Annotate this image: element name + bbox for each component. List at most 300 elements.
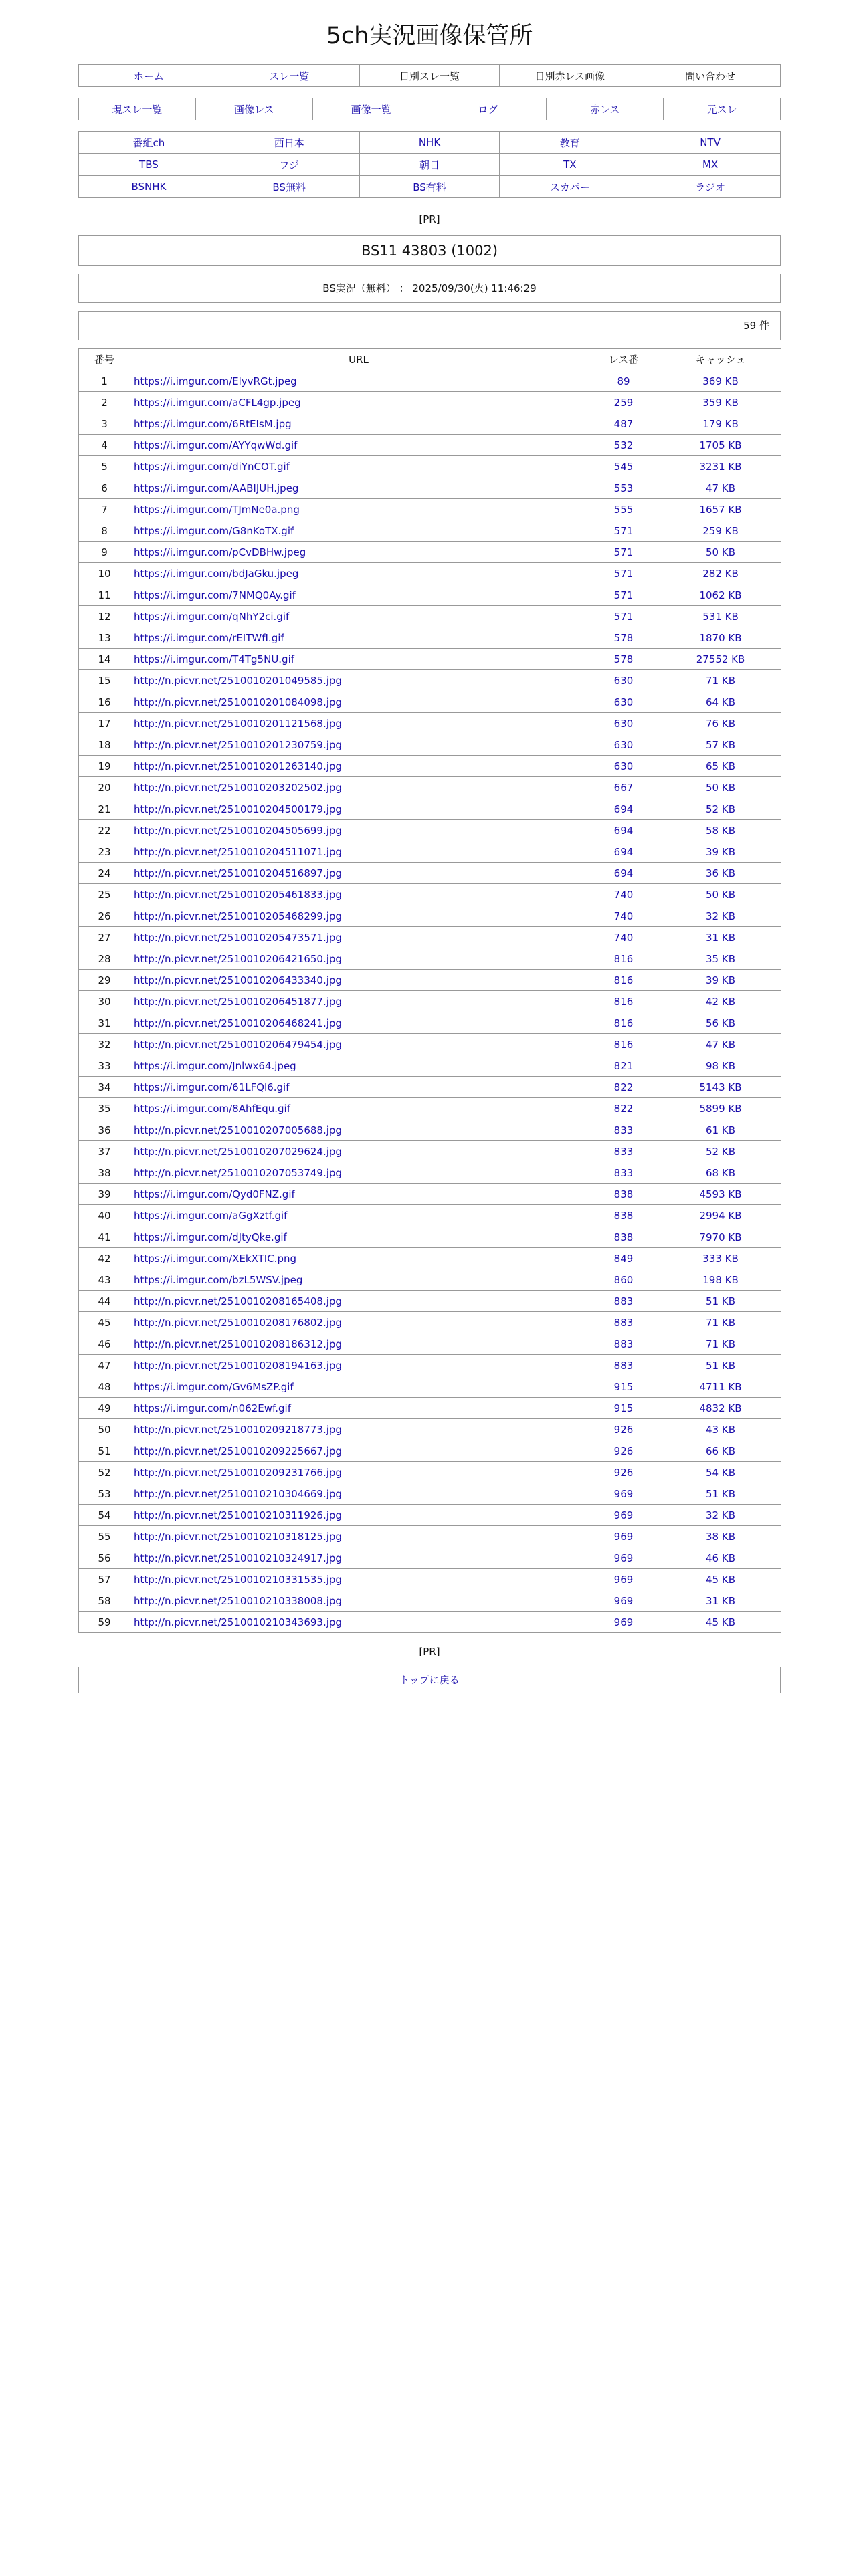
image-url-link[interactable]: http://n.picvr.net/2510010206468241.jpg bbox=[134, 1016, 342, 1029]
res-number-link[interactable]: 821 bbox=[613, 1059, 634, 1072]
image-url-link-cell bbox=[130, 1226, 587, 1248]
channel-link[interactable]: フジ bbox=[279, 158, 299, 171]
res-number-link[interactable]: 630 bbox=[613, 760, 634, 772]
image-url-link-cell bbox=[130, 1483, 587, 1505]
nav-2-cell bbox=[219, 65, 359, 87]
image-url-link-cell bbox=[130, 1462, 587, 1483]
image-url-link[interactable]: http://n.picvr.net/2510010208194163.jpg bbox=[134, 1359, 342, 1372]
nav-1-cell bbox=[79, 65, 219, 87]
cache-size-link[interactable]: 56 KB bbox=[706, 1016, 735, 1029]
res-number-link[interactable]: 969 bbox=[613, 1509, 634, 1521]
nav-5[interactable]: 問い合わせ bbox=[640, 65, 781, 87]
image-url-link[interactable]: http://n.picvr.net/2510010201084098.jpg bbox=[134, 695, 342, 708]
image-url-link-cell bbox=[130, 435, 587, 456]
cache-size-link[interactable]: 2994 KB bbox=[699, 1209, 742, 1222]
nav-2[interactable]: スレ一覧 bbox=[269, 70, 310, 82]
image-url-link[interactable]: http://n.picvr.net/2510010208186312.jpg bbox=[134, 1337, 342, 1350]
row-num: 44 bbox=[79, 1291, 130, 1312]
cache-size-link-cell bbox=[660, 1162, 781, 1184]
res-number-link[interactable]: 969 bbox=[613, 1594, 634, 1607]
image-url-link[interactable]: https://i.imgur.com/aGgXztf.gif bbox=[134, 1209, 288, 1222]
image-url-link[interactable]: http://n.picvr.net/2510010206451877.jpg bbox=[134, 995, 342, 1008]
channel-nav bbox=[78, 131, 781, 198]
cache-size-link[interactable]: 32 KB bbox=[706, 909, 735, 922]
cache-size-link[interactable]: 32 KB bbox=[706, 1509, 735, 1521]
cache-size-link[interactable]: 64 KB bbox=[706, 695, 735, 708]
cache-size-link[interactable]: 45 KB bbox=[706, 1573, 735, 1586]
row-num: 5 bbox=[79, 456, 130, 477]
image-url-link-cell bbox=[130, 499, 587, 520]
nav-3[interactable]: 日別スレ一覧 bbox=[359, 65, 500, 87]
channel-link[interactable]: NTV bbox=[700, 136, 721, 148]
res-number-link[interactable]: 833 bbox=[613, 1145, 634, 1158]
channel-row bbox=[79, 154, 781, 176]
cache-size-link-cell bbox=[660, 841, 781, 863]
channel-link[interactable]: 西日本 bbox=[274, 136, 304, 149]
res-number-link[interactable]: 883 bbox=[613, 1316, 634, 1329]
cache-size-link[interactable]: 76 KB bbox=[706, 717, 735, 730]
cache-size-link[interactable]: 369 KB bbox=[702, 374, 739, 387]
channel-link[interactable]: NHK bbox=[418, 136, 441, 148]
res-number-link[interactable]: 694 bbox=[613, 802, 634, 815]
cache-size-link[interactable]: 27552 KB bbox=[696, 653, 745, 665]
row-num: 18 bbox=[79, 734, 130, 756]
res-number-link[interactable]: 571 bbox=[613, 588, 634, 601]
cache-size-link[interactable]: 39 KB bbox=[706, 974, 735, 986]
cache-size-link[interactable]: 1657 KB bbox=[699, 503, 742, 516]
image-url-link[interactable]: http://n.picvr.net/2510010201121568.jpg bbox=[134, 717, 342, 730]
channel-link[interactable]: BS有料 bbox=[413, 181, 446, 193]
thread-nav-5[interactable]: 赤レス bbox=[589, 103, 620, 116]
cache-size-link-cell bbox=[660, 884, 781, 905]
res-number-link[interactable]: 838 bbox=[613, 1188, 634, 1200]
image-url-link[interactable]: http://n.picvr.net/2510010201049585.jpg bbox=[134, 674, 342, 687]
image-url-link[interactable]: https://i.imgur.com/8AhfEqu.gif bbox=[134, 1102, 290, 1115]
res-number-link[interactable]: 532 bbox=[613, 439, 634, 451]
image-url-link[interactable]: http://n.picvr.net/2510010204511071.jpg bbox=[134, 845, 342, 858]
cache-size-link[interactable]: 359 KB bbox=[702, 396, 739, 409]
image-url-link[interactable]: http://n.picvr.net/2510010209225667.jpg bbox=[134, 1444, 342, 1457]
image-url-link[interactable]: http://n.picvr.net/2510010210304669.jpg bbox=[134, 1487, 342, 1500]
cache-size-link[interactable]: 51 KB bbox=[706, 1487, 735, 1500]
image-url-link[interactable]: http://n.picvr.net/2510010206433340.jpg bbox=[134, 974, 342, 986]
channel-link[interactable]: BS無料 bbox=[272, 181, 306, 193]
table-row bbox=[79, 1291, 781, 1312]
res-number-link[interactable]: 571 bbox=[613, 610, 634, 623]
cache-size-link[interactable]: 38 KB bbox=[706, 1530, 735, 1543]
cache-size-link[interactable]: 46 KB bbox=[706, 1551, 735, 1564]
back-to-top-box bbox=[78, 1667, 781, 1693]
cache-size-link-cell bbox=[660, 1141, 781, 1162]
cache-size-link[interactable]: 47 KB bbox=[706, 481, 735, 494]
image-url-link-cell bbox=[130, 542, 587, 563]
res-number-link-cell bbox=[587, 1226, 660, 1248]
cache-size-link-cell bbox=[660, 1184, 781, 1205]
res-number-link-cell bbox=[587, 1162, 660, 1184]
res-number-link-cell bbox=[587, 1569, 660, 1590]
image-url-link[interactable]: http://n.picvr.net/2510010207005688.jpg bbox=[134, 1123, 342, 1136]
res-number-link[interactable]: 555 bbox=[613, 503, 634, 516]
thread-nav-2-cell bbox=[195, 98, 312, 120]
image-url-link[interactable]: http://n.picvr.net/2510010204516897.jpg bbox=[134, 867, 342, 879]
cache-size-link[interactable]: 50 KB bbox=[706, 781, 735, 794]
image-url-link[interactable]: http://n.picvr.net/2510010208176802.jpg bbox=[134, 1316, 342, 1329]
cache-size-link[interactable]: 333 KB bbox=[702, 1252, 739, 1265]
image-url-link[interactable]: https://i.imgur.com/Jnlwx64.jpeg bbox=[134, 1059, 296, 1072]
res-number-link-cell bbox=[587, 413, 660, 435]
image-url-link[interactable]: https://i.imgur.com/61LFQl6.gif bbox=[134, 1081, 290, 1093]
image-url-link[interactable]: http://n.picvr.net/2510010206479454.jpg bbox=[134, 1038, 342, 1051]
res-number-link-cell bbox=[587, 649, 660, 670]
image-url-link[interactable]: http://n.picvr.net/2510010205461833.jpg bbox=[134, 888, 342, 901]
table-row bbox=[79, 1312, 781, 1333]
channel-link-cell bbox=[79, 154, 219, 176]
thread-nav-4[interactable]: ログ bbox=[478, 103, 498, 116]
image-url-link-cell bbox=[130, 713, 587, 734]
image-url-link[interactable]: https://i.imgur.com/XEkXTIC.png bbox=[134, 1252, 296, 1265]
res-number-link[interactable]: 694 bbox=[613, 845, 634, 858]
main-nav bbox=[78, 64, 781, 87]
row-num: 42 bbox=[79, 1248, 130, 1269]
table-row bbox=[79, 1162, 781, 1184]
res-number-link[interactable]: 816 bbox=[613, 995, 634, 1008]
image-url-link[interactable]: https://i.imgur.com/qNhY2ci.gif bbox=[134, 610, 290, 623]
image-url-link[interactable]: https://i.imgur.com/AABIJUH.jpeg bbox=[134, 481, 299, 494]
row-num: 46 bbox=[79, 1333, 130, 1355]
cache-size-link-cell bbox=[660, 927, 781, 948]
res-number-link[interactable]: 926 bbox=[613, 1444, 634, 1457]
image-url-link[interactable]: https://i.imgur.com/pCvDBHw.jpeg bbox=[134, 546, 306, 558]
res-number-link[interactable]: 883 bbox=[613, 1295, 634, 1307]
table-row bbox=[79, 884, 781, 905]
table-row bbox=[79, 584, 781, 606]
cache-size-link[interactable]: 31 KB bbox=[706, 1594, 735, 1607]
res-number-link[interactable]: 571 bbox=[613, 567, 634, 580]
res-number-link-cell bbox=[587, 627, 660, 649]
cache-size-link[interactable]: 98 KB bbox=[706, 1059, 735, 1072]
col-header-url: URL bbox=[130, 349, 587, 370]
cache-size-link[interactable]: 52 KB bbox=[706, 802, 735, 815]
res-number-link[interactable]: 630 bbox=[613, 695, 634, 708]
table-row bbox=[79, 1547, 781, 1569]
res-number-link[interactable]: 969 bbox=[613, 1551, 634, 1564]
res-number-link[interactable]: 816 bbox=[613, 974, 634, 986]
res-number-link-cell bbox=[587, 841, 660, 863]
cache-size-link[interactable]: 71 KB bbox=[706, 1337, 735, 1350]
res-number-link[interactable]: 838 bbox=[613, 1230, 634, 1243]
image-url-link-cell bbox=[130, 1333, 587, 1355]
image-url-link-cell bbox=[130, 392, 587, 413]
res-number-link[interactable]: 630 bbox=[613, 674, 634, 687]
image-url-link-cell bbox=[130, 1162, 587, 1184]
image-url-link-cell bbox=[130, 520, 587, 542]
cache-size-link[interactable]: 259 KB bbox=[702, 524, 739, 537]
cache-size-link[interactable]: 4711 KB bbox=[699, 1380, 742, 1393]
res-number-link[interactable]: 969 bbox=[613, 1487, 634, 1500]
cache-size-link[interactable]: 71 KB bbox=[706, 674, 735, 687]
image-url-link[interactable]: http://n.picvr.net/2510010210311926.jpg bbox=[134, 1509, 342, 1521]
cache-size-link[interactable]: 58 KB bbox=[706, 824, 735, 837]
cache-size-link[interactable]: 45 KB bbox=[706, 1616, 735, 1628]
cache-size-link[interactable]: 68 KB bbox=[706, 1166, 735, 1179]
channel-link[interactable]: ラジオ bbox=[695, 181, 726, 193]
cache-size-link[interactable]: 531 KB bbox=[702, 610, 739, 623]
table-row bbox=[79, 905, 781, 927]
image-url-link[interactable]: https://i.imgur.com/bzL5WSV.jpeg bbox=[134, 1273, 303, 1286]
nav-1[interactable]: ホーム bbox=[133, 70, 164, 82]
image-url-link[interactable]: http://n.picvr.net/2510010210343693.jpg bbox=[134, 1616, 342, 1628]
res-number-link[interactable]: 578 bbox=[613, 631, 634, 644]
cache-size-link[interactable]: 43 KB bbox=[706, 1423, 735, 1436]
cache-size-link[interactable]: 282 KB bbox=[702, 567, 739, 580]
row-num: 49 bbox=[79, 1398, 130, 1419]
image-url-link-cell bbox=[130, 1205, 587, 1226]
thread-nav-6[interactable]: 元スレ bbox=[706, 103, 737, 116]
res-number-link-cell bbox=[587, 1398, 660, 1419]
res-number-link[interactable]: 969 bbox=[613, 1530, 634, 1543]
res-number-link[interactable]: 838 bbox=[613, 1209, 634, 1222]
cache-size-link[interactable]: 179 KB bbox=[702, 417, 739, 430]
res-number-link-cell bbox=[587, 734, 660, 756]
cache-size-link[interactable]: 51 KB bbox=[706, 1359, 735, 1372]
res-number-link[interactable]: 926 bbox=[613, 1466, 634, 1479]
res-number-link[interactable]: 667 bbox=[613, 781, 634, 794]
cache-size-link[interactable]: 65 KB bbox=[706, 760, 735, 772]
cache-size-link[interactable]: 71 KB bbox=[706, 1316, 735, 1329]
image-url-link[interactable]: https://i.imgur.com/Gv6MsZP.gif bbox=[134, 1380, 294, 1393]
res-number-link[interactable]: 630 bbox=[613, 738, 634, 751]
image-url-link[interactable]: http://n.picvr.net/2510010210338008.jpg bbox=[134, 1594, 342, 1607]
image-url-link[interactable]: https://i.imgur.com/6RtEIsM.jpg bbox=[134, 417, 292, 430]
table-row bbox=[79, 1483, 781, 1505]
image-url-link[interactable]: https://i.imgur.com/n062Ewf.gif bbox=[134, 1402, 291, 1414]
cache-size-link-cell bbox=[660, 1269, 781, 1291]
res-number-link[interactable]: 571 bbox=[613, 524, 634, 537]
cache-size-link[interactable]: 5899 KB bbox=[699, 1102, 742, 1115]
row-num: 29 bbox=[79, 970, 130, 991]
row-num: 11 bbox=[79, 584, 130, 606]
res-number-link[interactable]: 822 bbox=[613, 1102, 634, 1115]
image-url-link-cell bbox=[130, 905, 587, 927]
cache-size-link-cell bbox=[660, 670, 781, 691]
res-number-link-cell bbox=[587, 456, 660, 477]
pr-label-top[interactable]: [PR] bbox=[419, 213, 440, 225]
image-count: 59 件 bbox=[78, 311, 781, 340]
thread-info: BS実況（無料） ： 2025/09/30(火) 11:46:29 bbox=[78, 274, 781, 303]
cache-size-link-cell bbox=[660, 456, 781, 477]
res-number-link[interactable]: 553 bbox=[613, 481, 634, 494]
image-url-link[interactable]: https://i.imgur.com/rEITWfI.gif bbox=[134, 631, 284, 644]
res-number-link[interactable]: 926 bbox=[613, 1423, 634, 1436]
res-number-link[interactable]: 694 bbox=[613, 824, 634, 837]
channel-link[interactable]: BSNHK bbox=[131, 181, 167, 193]
cache-size-link[interactable]: 7970 KB bbox=[699, 1230, 742, 1243]
image-url-link[interactable]: https://i.imgur.com/TJmNe0a.png bbox=[134, 503, 300, 516]
image-url-link[interactable]: http://n.picvr.net/2510010208165408.jpg bbox=[134, 1295, 342, 1307]
image-url-link[interactable]: http://n.picvr.net/2510010210331535.jpg bbox=[134, 1573, 342, 1586]
row-num: 32 bbox=[79, 1034, 130, 1055]
res-number-link[interactable]: 545 bbox=[613, 460, 634, 473]
image-url-link[interactable]: http://n.picvr.net/2510010210318125.jpg bbox=[134, 1530, 342, 1543]
res-number-link[interactable]: 833 bbox=[613, 1123, 634, 1136]
cache-size-link-cell bbox=[660, 777, 781, 798]
image-url-link-cell bbox=[130, 477, 587, 499]
res-number-link[interactable]: 259 bbox=[613, 396, 634, 409]
row-num: 30 bbox=[79, 991, 130, 1012]
res-number-link[interactable]: 883 bbox=[613, 1337, 634, 1350]
channel-link[interactable]: スカパー bbox=[549, 181, 590, 193]
channel-link[interactable]: TBS bbox=[139, 158, 159, 171]
res-number-link-cell bbox=[587, 820, 660, 841]
cache-size-link-cell bbox=[660, 1205, 781, 1226]
res-number-link-cell bbox=[587, 691, 660, 713]
table-row bbox=[79, 970, 781, 991]
image-url-link-cell bbox=[130, 584, 587, 606]
cache-size-link[interactable]: 35 KB bbox=[706, 952, 735, 965]
image-url-link[interactable]: http://n.picvr.net/2510010204505699.jpg bbox=[134, 824, 342, 837]
image-url-link[interactable]: https://i.imgur.com/G8nKoTX.gif bbox=[134, 524, 294, 537]
image-url-link[interactable]: https://i.imgur.com/diYnCOT.gif bbox=[134, 460, 290, 473]
image-url-link[interactable]: https://i.imgur.com/ElyvRGt.jpeg bbox=[134, 374, 297, 387]
res-number-link[interactable]: 487 bbox=[613, 417, 634, 430]
image-url-link[interactable]: http://n.picvr.net/2510010209231766.jpg bbox=[134, 1466, 342, 1479]
thread-nav-3-cell bbox=[312, 98, 430, 120]
cache-size-link-cell bbox=[660, 1312, 781, 1333]
res-number-link[interactable]: 630 bbox=[613, 717, 634, 730]
res-number-link[interactable]: 883 bbox=[613, 1359, 634, 1372]
table-row bbox=[79, 435, 781, 456]
cache-size-link[interactable]: 54 KB bbox=[706, 1466, 735, 1479]
thread-nav-3[interactable]: 画像一覧 bbox=[351, 103, 391, 116]
cache-size-link[interactable]: 1705 KB bbox=[699, 439, 742, 451]
image-url-link[interactable]: https://i.imgur.com/T4Tg5NU.gif bbox=[134, 653, 295, 665]
image-url-link[interactable]: https://i.imgur.com/7NMQ0Ay.gif bbox=[134, 588, 296, 601]
res-number-link-cell bbox=[587, 1034, 660, 1055]
image-url-link[interactable]: https://i.imgur.com/AYYqwWd.gif bbox=[134, 439, 298, 451]
res-number-link[interactable]: 694 bbox=[613, 867, 634, 879]
res-number-link-cell bbox=[587, 948, 660, 970]
image-url-link[interactable]: http://n.picvr.net/2510010201230759.jpg bbox=[134, 738, 342, 751]
res-number-link-cell bbox=[587, 1440, 660, 1462]
res-number-link[interactable]: 816 bbox=[613, 1016, 634, 1029]
thread-nav-2[interactable]: 画像レス bbox=[233, 103, 274, 116]
res-number-link[interactable]: 578 bbox=[613, 653, 634, 665]
table-row bbox=[79, 627, 781, 649]
pr-label-bottom[interactable]: [PR] bbox=[419, 1646, 440, 1658]
image-url-link-cell bbox=[130, 884, 587, 905]
image-url-link[interactable]: http://n.picvr.net/2510010205468299.jpg bbox=[134, 909, 342, 922]
res-number-link-cell bbox=[587, 1184, 660, 1205]
cache-size-link-cell bbox=[660, 1398, 781, 1419]
cache-size-link[interactable]: 50 KB bbox=[706, 888, 735, 901]
image-url-link[interactable]: https://i.imgur.com/bdJaGku.jpeg bbox=[134, 567, 299, 580]
image-url-link[interactable]: http://n.picvr.net/2510010201263140.jpg bbox=[134, 760, 342, 772]
image-url-link[interactable]: https://i.imgur.com/Qyd0FNZ.gif bbox=[134, 1188, 295, 1200]
res-number-link[interactable]: 849 bbox=[613, 1252, 634, 1265]
res-number-link[interactable]: 89 bbox=[617, 374, 630, 387]
image-url-link[interactable]: http://n.picvr.net/2510010206421650.jpg bbox=[134, 952, 342, 965]
cache-size-link[interactable]: 36 KB bbox=[706, 867, 735, 879]
res-number-link[interactable]: 740 bbox=[613, 909, 634, 922]
res-number-link[interactable]: 571 bbox=[613, 546, 634, 558]
cache-size-link[interactable]: 47 KB bbox=[706, 1038, 735, 1051]
cache-size-link-cell bbox=[660, 1547, 781, 1569]
res-number-link[interactable]: 860 bbox=[613, 1273, 634, 1286]
image-url-link-cell bbox=[130, 734, 587, 756]
res-number-link[interactable]: 969 bbox=[613, 1616, 634, 1628]
res-number-link[interactable]: 740 bbox=[613, 888, 634, 901]
cache-size-link[interactable]: 52 KB bbox=[706, 1145, 735, 1158]
res-number-link[interactable]: 915 bbox=[613, 1402, 634, 1414]
image-url-link[interactable]: http://n.picvr.net/2510010210324917.jpg bbox=[134, 1551, 342, 1564]
image-url-link[interactable]: http://n.picvr.net/2510010204500179.jpg bbox=[134, 802, 342, 815]
cache-size-link[interactable]: 4593 KB bbox=[699, 1188, 742, 1200]
table-row bbox=[79, 798, 781, 820]
res-number-link[interactable]: 740 bbox=[613, 931, 634, 944]
image-url-link[interactable]: http://n.picvr.net/2510010203202502.jpg bbox=[134, 781, 342, 794]
cache-size-link[interactable]: 61 KB bbox=[706, 1123, 735, 1136]
thread-nav-4-cell bbox=[430, 98, 547, 120]
channel-link[interactable]: 教育 bbox=[559, 136, 580, 149]
thread-nav-1[interactable]: 現スレ一覧 bbox=[112, 103, 163, 116]
cache-size-link[interactable]: 1062 KB bbox=[699, 588, 742, 601]
cache-size-link[interactable]: 198 KB bbox=[702, 1273, 739, 1286]
cache-size-link-cell bbox=[660, 1569, 781, 1590]
res-number-link[interactable]: 833 bbox=[613, 1166, 634, 1179]
row-num: 36 bbox=[79, 1119, 130, 1141]
nav-4[interactable]: 日別赤レス画像 bbox=[500, 65, 640, 87]
cache-size-link[interactable]: 4832 KB bbox=[699, 1402, 742, 1414]
res-number-link[interactable]: 816 bbox=[613, 1038, 634, 1051]
res-number-link[interactable]: 969 bbox=[613, 1573, 634, 1586]
cache-size-link[interactable]: 39 KB bbox=[706, 845, 735, 858]
cache-size-link[interactable]: 31 KB bbox=[706, 931, 735, 944]
table-row bbox=[79, 1462, 781, 1483]
image-url-link[interactable]: http://n.picvr.net/2510010207053749.jpg bbox=[134, 1166, 342, 1179]
channel-link-cell bbox=[359, 132, 500, 154]
table-row bbox=[79, 1355, 781, 1376]
res-number-link-cell bbox=[587, 1055, 660, 1077]
row-num: 31 bbox=[79, 1012, 130, 1034]
image-url-link-cell bbox=[130, 1119, 587, 1141]
row-num: 45 bbox=[79, 1312, 130, 1333]
channel-link[interactable]: TX bbox=[563, 158, 577, 171]
cache-size-link[interactable]: 5143 KB bbox=[699, 1081, 742, 1093]
image-url-link[interactable]: https://i.imgur.com/dJtyQke.gif bbox=[134, 1230, 287, 1243]
channel-link[interactable]: MX bbox=[702, 158, 719, 171]
site-title: 5ch実況画像保管所 bbox=[326, 23, 533, 49]
res-number-link[interactable]: 915 bbox=[613, 1380, 634, 1393]
cache-size-link[interactable]: 51 KB bbox=[706, 1295, 735, 1307]
image-url-link[interactable]: http://n.picvr.net/2510010209218773.jpg bbox=[134, 1423, 342, 1436]
image-url-link[interactable]: http://n.picvr.net/2510010207029624.jpg bbox=[134, 1145, 342, 1158]
cache-size-link-cell bbox=[660, 1119, 781, 1141]
row-num: 28 bbox=[79, 948, 130, 970]
channel-link[interactable]: 番組ch bbox=[132, 136, 165, 149]
res-number-link[interactable]: 816 bbox=[613, 952, 634, 965]
cache-size-link[interactable]: 57 KB bbox=[706, 738, 735, 751]
cache-size-link[interactable]: 50 KB bbox=[706, 546, 735, 558]
cache-size-link[interactable]: 3231 KB bbox=[699, 460, 742, 473]
cache-size-link[interactable]: 42 KB bbox=[706, 995, 735, 1008]
image-url-link[interactable]: http://n.picvr.net/2510010205473571.jpg bbox=[134, 931, 342, 944]
channel-link[interactable]: 朝日 bbox=[419, 158, 440, 171]
back-to-top-link[interactable]: トップに戻る bbox=[399, 1674, 460, 1686]
cache-size-link[interactable]: 1870 KB bbox=[699, 631, 742, 644]
image-url-link[interactable]: https://i.imgur.com/aCFL4gp.jpeg bbox=[134, 396, 301, 409]
cache-size-link[interactable]: 66 KB bbox=[706, 1444, 735, 1457]
res-number-link[interactable]: 822 bbox=[613, 1081, 634, 1093]
